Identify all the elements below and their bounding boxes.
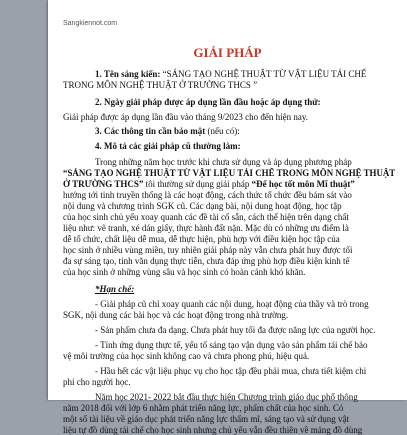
para1-line: của học sinh chủ yếu xoay quanh các đề tài cố sẵn, cách thể hiện trên dạng chất xyxy=(63,212,349,222)
para1-l3c: “Để học tốt môn Mĩ thuật” xyxy=(251,179,355,189)
section-3-text: (nếu có): xyxy=(205,126,240,136)
section-1-text-a: “SÁNG TẠO NGHỆ THUẬT TỪ VẬT LIỆU TÁI CHẾ xyxy=(160,69,367,79)
para1-line: của học sinh ở những vùng sâu và học sinh có hoàn cảnh khó khăn. xyxy=(63,267,306,277)
para2-line: một số tài liệu về giáo dục phát triển năng lực thẩm mĩ, sáng tạo và sử dụng vật xyxy=(63,414,349,424)
section-3-line xyxy=(95,126,240,136)
para1-line: Trong những năm học trước khi chưa sử dụng và áp dụng phương pháp xyxy=(95,157,352,167)
section-4-heading: 4. Mô tả các giải pháp cũ thường làm: xyxy=(95,141,241,151)
para1-line: đa sự sáng tạo, tinh văn dụng thực tiễn, chưa đáp ứng phù hợp điều kiện kinh tế xyxy=(63,256,350,266)
para2-line: Năm học 2021- 2022 bắt đầu thực hiện Chương trình giáo dục phổ thông xyxy=(95,392,358,402)
para1-line: nội dung và chương trình SGK cũ. Các dạng bài, nội dung hoạt động, học tập xyxy=(63,201,342,211)
para2-line: năm 2018 đối với lớp 6 nhằm phát triển năng lực, phẩm chất của học sinh. Có xyxy=(63,403,344,413)
han-che-line: phí cho người học. xyxy=(63,377,131,387)
han-che-line: - Hầu hết các vật liệu phục vụ cho học tập đều phải mua, chưa tiết kiệm chi xyxy=(95,366,367,376)
section-1-label: 1. Tên sáng kiến: xyxy=(95,69,161,79)
han-che-line: vệ môi trường của học sinh không cao và chưa phong phú, hiệu quả. xyxy=(63,351,310,361)
section-3-label: 3. Các thông tin cần bảo mật xyxy=(95,126,206,136)
para1-line: “SÁNG TẠO NGHỆ THUẬT TỪ VẬT LIỆU TÁI CHẾ TRONG MÔN NGHỆ THUẬT xyxy=(63,168,396,178)
para2-line: liệu tự đồ dùng tái chế cho học sinh nhưng chủ yếu vẫn đều thiên về mảng đồ dùng xyxy=(63,425,363,435)
para1-line: học sinh ở nhiều vùng miền, tuy nhiên giải pháp này vẫn chưa phát huy được tối xyxy=(63,245,353,255)
page-title: GIẢI PHÁP xyxy=(193,45,262,60)
han-che-heading xyxy=(95,284,134,294)
section-2-text: Giải pháp được áp dụng lần đầu vào tháng 9/2023 cho đến hiện nay. xyxy=(63,112,308,122)
para1-l3b: tôi thường sử dụng giải pháp xyxy=(143,179,252,189)
han-che-line: - Sản phẩm chưa đa dạng. Chưa phát huy tối đa được năng lực của người học. xyxy=(95,325,376,335)
para1-line: dễ tổ chức, chất liệu dễ mua, dễ thực hiện, phù hợp với điều kiện học tập của xyxy=(63,234,340,244)
watermark: Sangkiennot.com xyxy=(63,20,118,27)
para1-l3a: Ở TRƯỜNG THCS” xyxy=(63,179,144,189)
para1-line: hướng tới tinh truyền thống là các hoạt động, cách thức tổ chức đều bám sát vào xyxy=(63,190,352,200)
han-che-line: SGK, nội dung các bài học và các hoạt động trong nhà trường. xyxy=(63,310,289,320)
section-2-heading: 2. Ngày giải pháp được áp dụng lần đầu hoặc áp dụng thử: xyxy=(95,97,321,107)
para1-line xyxy=(63,179,355,189)
han-che-label: *Hạn chế: xyxy=(95,284,135,294)
para1-line: liệu như: vẽ tranh, xé dán giấy, thực hành đất nặn. Mặc dù có những ưu điểm là xyxy=(63,223,349,233)
han-che-line: - Giải pháp cũ chỉ xoay quanh các nội dung, hoạt động của thầy và trò trong xyxy=(95,299,369,309)
section-1-text-b: TRONG MÔN NGHỆ THUẬT Ở TRƯỜNG THCS ” xyxy=(63,80,258,90)
section-1-line-1 xyxy=(95,69,366,79)
han-che-line: - Tính ứng dụng thực tế, yếu tố sáng tạo vận dụng vào sản phẩm tái chế bảo xyxy=(95,340,368,350)
document-page xyxy=(48,0,407,435)
